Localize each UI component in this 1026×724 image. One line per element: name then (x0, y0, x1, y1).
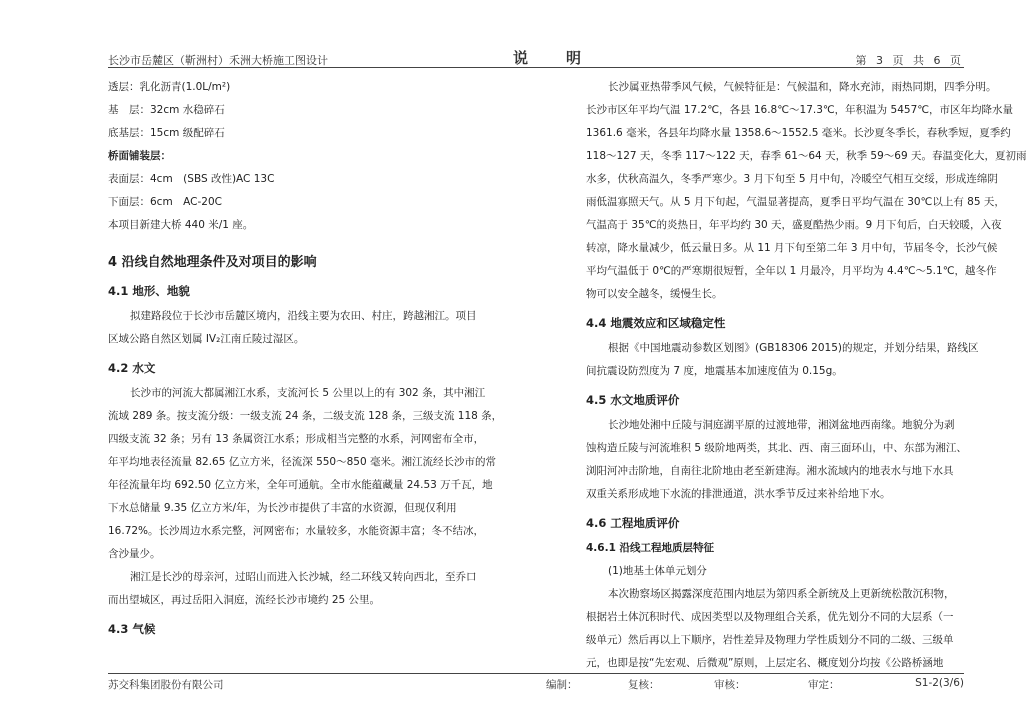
text-line: 级单元）然后再以上下顺序，岩性差异及物理力学性质划分不同的二级、三级单 (586, 634, 954, 646)
text-line: 根据《中国地震动参数区划图》(GB18306 2015)的规定，并划分结果，路线区 (608, 342, 979, 354)
page-number: 第 3 页 共 6 页 (855, 54, 964, 67)
text-line: 本项目新建大桥 440 米/1 座。 (108, 219, 254, 231)
audited-by-label: 审核： (714, 679, 746, 691)
text-line: 元，也即是按“先宏观、后微观”原则，上层定名、概度划分均按《公路桥涵地 (586, 657, 944, 669)
text-line: 长沙市的河流大都属湘江水系，支流河长 5 公里以上的有 302 条，其中湘江 (130, 387, 486, 399)
page-header (108, 49, 964, 67)
text-line: 118～127 天，冬季 117～122 天，春季 61～64 天，秋季 59～69 天。春温变化大，夏初雨 (586, 150, 1026, 162)
subsection-heading: 4.6 工程地质评价 (586, 516, 680, 530)
text-line: 而出望城区，再过岳阳入洞庭，流经长沙市境约 25 公里。 (108, 594, 381, 606)
subsection-heading: 4.2 水文 (108, 361, 156, 375)
text-line: 转凉，降水量减少，低云量日多。从 11 月下旬至第二年 3 月中旬，节届冬令，长沙气候 (586, 242, 998, 254)
text-line: 物可以安全越冬，缓慢生长。 (586, 288, 723, 300)
text-line: 1361.6 毫米，各县年均降水量 1358.6～1552.5 毫米。长沙夏冬季长，春秋季短，夏季约 (586, 127, 1011, 139)
text-line: 下面层：6cm AC-20C (108, 196, 222, 208)
text-line: (1)地基土体单元划分 (608, 565, 707, 577)
approved-by-label: 审定： (808, 679, 840, 691)
right-column (586, 76, 1026, 675)
text-line: 雨低温寡照天气。从 5 月下旬起，气温显著提高，夏季日平均气温在 30℃以上有 85 天， (586, 196, 1005, 208)
text-line: 长沙地处湘中丘陵与洞庭湖平原的过渡地带，湘浏盆地西南缘。地貌分为剥 (608, 419, 955, 431)
subsection-heading: 4.4 地震效应和区域稳定性 (586, 316, 726, 330)
left-column (108, 76, 540, 643)
subsection-heading: 4.3 气候 (108, 622, 156, 636)
text-line: 含沙量少。 (108, 548, 161, 560)
reviewed-by-label: 复核： (628, 679, 660, 691)
text-line: 基 层：32cm 水稳碎石 (108, 104, 225, 116)
text-line: 本次勘察场区揭露深度范围内地层为第四系全新统及上更新统松散沉积物， (608, 588, 955, 600)
document-title: 说明 (513, 49, 620, 67)
label-heading: 桥面铺装层： (108, 150, 171, 162)
text-line: 16.72%。长沙周边水系完整，河网密布；水量较多，水能资源丰富；冬不结冰， (108, 525, 485, 537)
text-line: 长沙市区年平均气温 17.2℃，各县 16.8℃～17.3℃，年积温为 5457℃，市区年均降水量 (586, 104, 1014, 116)
text-line: 拟建路段位于长沙市岳麓区境内，沿线主要为农田、村庄，跨越湘江。项目 (130, 310, 477, 322)
text-line: 蚀构造丘陵与河流堆积 5 级阶地两类，其北、西、南三面环山，中、东部为湘江、 (586, 442, 967, 454)
text-line: 透层：乳化沥青(1.0L/m²) (108, 81, 231, 93)
text-line: 表面层：4cm (SBS 改性)AC 13C (108, 173, 275, 185)
text-line: 浏阳河冲击阶地，自南往北阶地由老至新建海。湘水流域内的地表水与地下水具 (586, 465, 954, 477)
text-line: 底基层：15cm 级配碎石 (108, 127, 225, 139)
project-title: 长沙市岳麓区（靳洲村）禾洲大桥施工图设计 (108, 54, 328, 67)
text-line: 年平均地表径流量 82.65 亿立方米，径流深 550～850 毫米。湘江流经长沙市的常 (108, 456, 496, 468)
text-line: 流域 289 条。按支流分级：一级支流 24 条，二级支流 128 条，三级支流 118 条， (108, 410, 503, 422)
section-heading: 4 沿线自然地理条件及对项目的影响 (108, 255, 317, 270)
text-line: 四级支流 32 条；另有 13 条属资江水系；形成相当完整的水系，河网密布全市， (108, 433, 485, 445)
text-line: 湘江是长沙的母亲河，过昭山而进入长沙城，经二环线又转向西北，至乔口 (130, 571, 477, 583)
text-line: 气温高于 35℃的炎热日，年平均约 30 天，盛夏酷热少雨。9 月下旬后，白天较暖，入夜 (586, 219, 1002, 231)
text-line: 区域公路自然区划属 IV₂江南丘陵过湿区。 (108, 333, 305, 345)
compiled-by-label: 编制： (546, 679, 578, 691)
text-line: 下水总储量 9.35 亿立方米/年，为长沙市提供了丰富的水资源，但现仅利用 (108, 502, 457, 514)
text-line: 长沙属亚热带季风气候，气候特征是：气候温和，降水充沛，雨热同期，四季分明。 (608, 81, 997, 93)
text-line: 水多，伏秋高温久，冬季严寒少。3 月下旬至 5 月中旬，冷暖空气相互交绥，形成连绵阴 (586, 173, 998, 185)
subsection-heading: 4.1 地形、地貌 (108, 284, 190, 298)
sub-subsection-heading: 4.6.1 沿线工程地质层特征 (586, 542, 715, 554)
footer-rule (108, 673, 964, 674)
drawing-number: S1-2(3/6) (915, 677, 964, 689)
header-rule (108, 67, 964, 68)
text-line: 间抗震设防烈度为 7 度，地震基本加速度值为 0.15g。 (586, 365, 843, 377)
text-line: 根据岩土体沉积时代、成因类型以及物理组合关系，优先划分不同的大层系（一 (586, 611, 954, 623)
subsection-heading: 4.5 水文地质评价 (586, 393, 680, 407)
company-name: 苏交科集团股份有限公司 (108, 679, 224, 691)
text-line: 平均气温低于 0℃的严寒期很短暂，全年以 1 月最冷，月平均为 4.4℃～5.1℃，越冬作 (586, 265, 997, 277)
text-line: 年径流量年均 692.50 亿立方米，全年可通航。全市水能蕴藏量 24.53 万千瓦，地 (108, 479, 493, 491)
page-footer (108, 677, 964, 691)
text-line: 双重关系形成地下水流的排泄通道，洪水季节反过来补给地下水。 (586, 488, 891, 500)
